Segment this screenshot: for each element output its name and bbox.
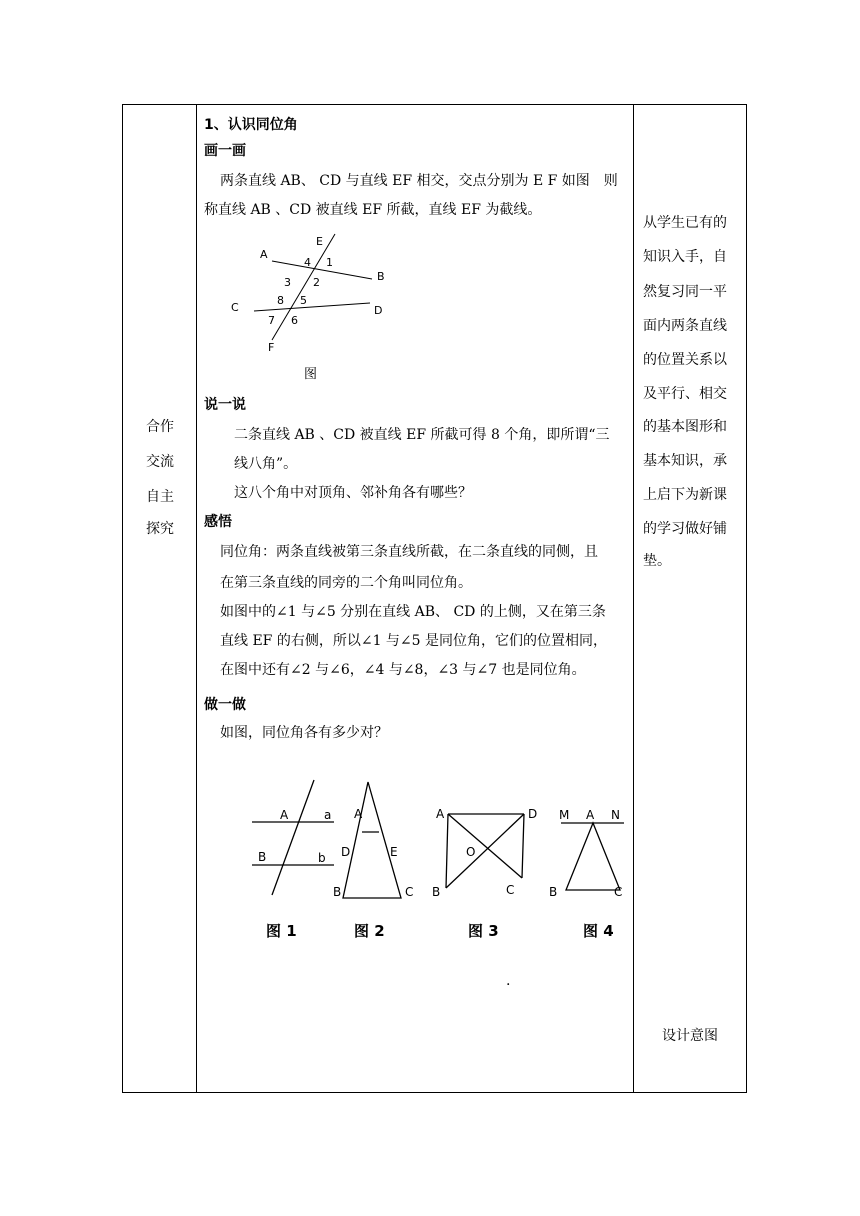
label-c: C — [231, 301, 239, 314]
line-cd — [254, 303, 370, 311]
angle-7: 7 — [268, 314, 275, 327]
fig2-label-a: A — [354, 807, 363, 821]
design-note-line-9: 上启下为新课 — [643, 487, 727, 503]
figure-4 — [549, 808, 624, 940]
fig2-label-d: D — [341, 845, 351, 859]
design-note-line-5: 的位置关系以 — [643, 352, 727, 368]
insight-text-line-2: 在第三条直线的同旁的二个角叫同位角。 — [220, 575, 472, 591]
fig1-label-a-upper: A — [280, 808, 289, 822]
design-note-line-2: 知识入手，自 — [643, 249, 727, 265]
label-f: F — [268, 341, 275, 354]
figure-3 — [432, 807, 537, 940]
angle-1: 1 — [326, 256, 333, 269]
transversal-figure — [222, 228, 402, 388]
insight-text-line-5: 在图中还有∠2 与∠6，∠4 与∠8，∠3 与∠7 也是同位角。 — [220, 662, 586, 678]
fig4-label-b: B — [549, 885, 558, 899]
do-text-line-1: 如图，同位角各有多少对？ — [220, 725, 388, 741]
fig2-caption: 图 2 — [354, 922, 385, 940]
draw-heading: 画一画 — [204, 143, 246, 159]
say-text-line-2: 线八角”。 — [234, 456, 298, 472]
angle-6: 6 — [291, 314, 298, 327]
table-left-border — [122, 104, 123, 1093]
design-note-line-8: 基本知识，承 — [643, 453, 727, 469]
figure-1 — [252, 780, 334, 940]
section-title: 1、认识同位角 — [204, 117, 298, 133]
angle-4: 4 — [304, 256, 311, 269]
design-note-line-10: 的学习做好铺 — [643, 521, 727, 537]
fig3-label-c: C — [506, 883, 515, 897]
insight-text-line-1: 同位角：两条直线被第三条直线所截，在二条直线的同侧，且 — [220, 544, 598, 560]
exercise-figures — [236, 770, 636, 950]
insight-text-line-3: 如图中的∠1 与∠5 分别在直线 AB、 CD 的上侧，又在第三条 — [220, 604, 606, 620]
draw-text-line-2: 称直线 AB 、CD 被直线 EF 所截，直线 EF 为截线。 — [204, 202, 542, 218]
design-note-line-11: 垫。 — [643, 553, 671, 569]
fig4-caption: 图 4 — [583, 922, 614, 940]
say-heading: 说一说 — [204, 397, 246, 413]
draw-text-line-1: 两条直线 AB、 CD 与直线 EF 相交，交点分别为 E F 如图 则 — [220, 173, 618, 189]
fig2-label-c: C — [405, 885, 414, 899]
fig1-label-b-upper: B — [258, 850, 267, 864]
table-right-border — [746, 104, 747, 1093]
insight-heading: 感悟 — [204, 514, 232, 530]
table-bottom-border — [122, 1092, 747, 1093]
label-a: A — [260, 248, 268, 261]
design-note-line-7: 的基本图形和 — [643, 419, 727, 435]
design-note-line-3: 然复习同一平 — [643, 284, 727, 300]
fig3-label-b: B — [432, 885, 441, 899]
design-note-line-6: 及平行、相交 — [643, 386, 727, 402]
angle-2: 2 — [313, 276, 320, 289]
fig4-label-n: N — [611, 808, 620, 822]
line-ef — [272, 234, 335, 340]
design-note-line-1: 从学生已有的 — [643, 215, 727, 231]
stray-dot-mark: . — [506, 973, 511, 989]
table-top-border — [122, 104, 747, 105]
fig3-label-a: A — [436, 807, 445, 821]
design-intent-label: 设计意图 — [662, 1028, 718, 1044]
say-text-line-3: 这八个角中对顶角、邻补角各有哪些？ — [234, 485, 472, 501]
design-note-line-4: 面内两条直线 — [643, 318, 727, 334]
left-label-3: 自主 — [146, 489, 174, 505]
do-heading: 做一做 — [204, 697, 246, 713]
fig4-label-m: M — [559, 808, 570, 822]
fig2-label-b: B — [333, 885, 342, 899]
fig3-label-d: D — [528, 807, 538, 821]
figure-2 — [333, 782, 413, 940]
fig1-label-a-lower: a — [324, 808, 332, 822]
angle-3: 3 — [284, 276, 291, 289]
label-e: E — [316, 235, 323, 248]
angle-8: 8 — [277, 294, 284, 307]
fig3-caption: 图 3 — [468, 922, 499, 940]
fig4-label-c: C — [614, 885, 623, 899]
figure-caption: 图 — [304, 367, 318, 382]
left-label-1: 合作 — [146, 419, 174, 435]
label-b: B — [377, 270, 385, 283]
say-text-line-1: 二条直线 AB 、CD 被直线 EF 所截可得 8 个角，即所谓“三 — [234, 427, 610, 443]
angle-5: 5 — [300, 294, 307, 307]
fig2-label-e: E — [390, 845, 398, 859]
fig3-label-o: O — [466, 845, 476, 859]
left-label-2: 交流 — [146, 454, 174, 470]
label-d: D — [374, 304, 383, 317]
table-divider-left — [196, 104, 197, 1093]
left-label-4: 探究 — [146, 521, 174, 537]
fig4-label-a: A — [586, 808, 595, 822]
insight-text-line-4: 直线 EF 的右侧，所以∠1 与∠5 是同位角，它们的位置相同， — [220, 633, 608, 649]
fig1-label-b-lower: b — [318, 851, 326, 865]
fig1-caption: 图 1 — [266, 922, 297, 940]
